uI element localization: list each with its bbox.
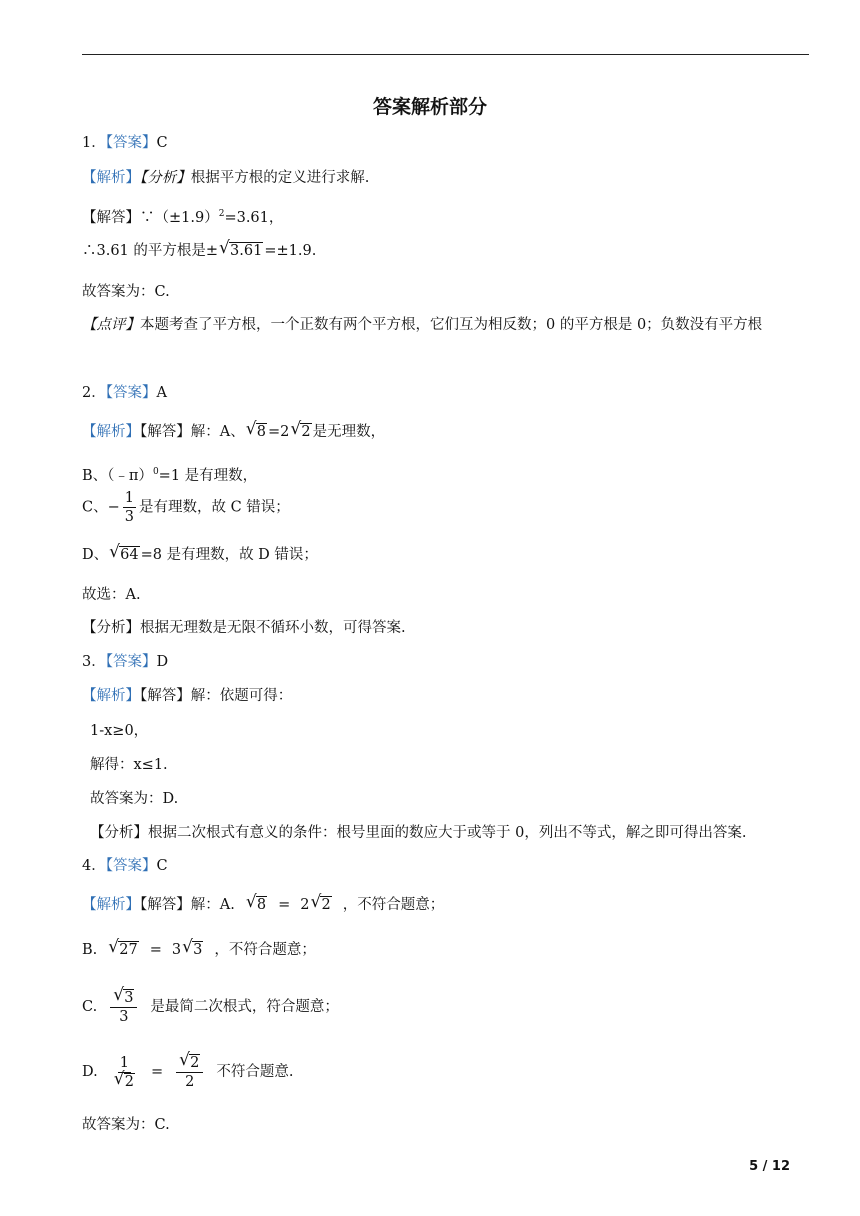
jiexi-tag: 【解析】 bbox=[82, 170, 140, 186]
fraction: √ $\frac{2}{2}$ bbox=[176, 1054, 203, 1091]
jiexi-tag: 【解析】 bbox=[82, 424, 140, 440]
sqrt-symbol: √ 2 bbox=[179, 1054, 200, 1072]
q1-solution-line: 【解答】$\because(\pm 1.9)^2=3.61$， bbox=[82, 209, 284, 226]
q2-option-b: B、（﹣π）$^0$=1 是有理数， bbox=[82, 467, 258, 484]
q1-conclusion: 故答案为：C. bbox=[82, 284, 170, 300]
q2-option-a: 【解析】【解答】解：A、√ 8 =2√ 2 是无理数， bbox=[82, 422, 385, 442]
fraction: √ $\frac{3}{3}$ bbox=[110, 989, 137, 1026]
q3-answer-line: 3．【答案】D bbox=[82, 654, 169, 670]
q4-conclusion: 故答案为：C. bbox=[82, 1117, 170, 1133]
page-title: 答案解析部分 bbox=[372, 96, 487, 118]
fraction: $\frac{1}{3}$ bbox=[124, 490, 134, 525]
q1-comment: 【点评】本题考查了平方根，一个正数有两个平方根，它们互为相反数；0 的平方根是 0；负数没有平方根 bbox=[82, 317, 763, 333]
sqrt-symbol: √ 2 bbox=[290, 422, 311, 442]
q3-analysis: 【分析】根据二次根式有意义的条件：根号里面的数应大于或等于 0，列出不等式，解之即可得出答案. bbox=[90, 825, 747, 841]
sqrt-symbol: √ 2 bbox=[114, 1073, 135, 1091]
sqrt-symbol: √ 27 bbox=[108, 940, 138, 960]
q1-answer-line: 1．【答案】C bbox=[82, 135, 168, 151]
q4-answer-line: 4．【答案】C bbox=[82, 858, 168, 874]
q4-option-c: C. √ $\frac{3}{3}$ 是最简二次根式，符合题意； bbox=[82, 985, 339, 1029]
q4-option-b: B.√ 27 = 3√ 3 ，不符合题意； bbox=[82, 940, 316, 960]
answer-tag: 【答案】 bbox=[105, 858, 157, 874]
q2-analysis: 【分析】根据无理数是无限不循环小数，可得答案. bbox=[82, 620, 406, 636]
header-rule bbox=[82, 54, 809, 55]
answer-tag: 【答案】 bbox=[105, 654, 157, 670]
sqrt-symbol: √ 3 bbox=[113, 989, 134, 1007]
sqrt-symbol: √ 3 bbox=[182, 940, 203, 960]
q3-step-1: 1-x≥0， bbox=[90, 723, 149, 739]
jiexi-tag: 【解析】 bbox=[82, 897, 140, 913]
page-number: 5 / 12 bbox=[749, 1159, 790, 1174]
q4-option-d: D. 1 √ 2 = √ $\frac{2}{2}$ 不符合题意. bbox=[82, 1050, 293, 1094]
q2-option-d: D、√ 64 =8 是有理数，故 D 错误； bbox=[82, 545, 318, 565]
q4-option-a: 【解析】【解答】解：A.√ 8 = 2√ 2 ，不符合题意； bbox=[82, 895, 444, 915]
q2-conclusion: 故选：A. bbox=[82, 587, 141, 603]
q3-step-3: 故答案为：D. bbox=[90, 791, 179, 807]
q3-solution-line: 【解析】【解答】解：依题可得： bbox=[82, 688, 293, 704]
answer-tag: 【答案】 bbox=[105, 385, 157, 401]
sqrt-symbol: √ 8 bbox=[246, 422, 267, 442]
sqrt-symbol: √ 64 bbox=[109, 545, 139, 565]
sqrt-symbol: √ 3.61 bbox=[219, 241, 263, 261]
jiexi-tag: 【解析】 bbox=[82, 688, 140, 704]
q1-analysis-line: 【解析】【分析】根据平方根的定义进行求解. bbox=[82, 170, 370, 186]
q2-answer-line: 2．【答案】A bbox=[82, 385, 167, 401]
sqrt-symbol: √ 8 bbox=[246, 895, 267, 915]
q2-option-c: C、− $\frac{1}{3}$ 是有理数，故 C 错误； bbox=[82, 490, 290, 525]
sqrt-symbol: √ 2 bbox=[310, 895, 331, 915]
answer-tag: 【答案】 bbox=[105, 135, 157, 151]
q1-root-line: ∴3.61 的平方根是±√ 3.61 =±1.9. bbox=[82, 241, 316, 261]
fraction: 1 √ 2 bbox=[111, 1054, 138, 1091]
q3-step-2: 解得：x≤1. bbox=[90, 757, 168, 773]
